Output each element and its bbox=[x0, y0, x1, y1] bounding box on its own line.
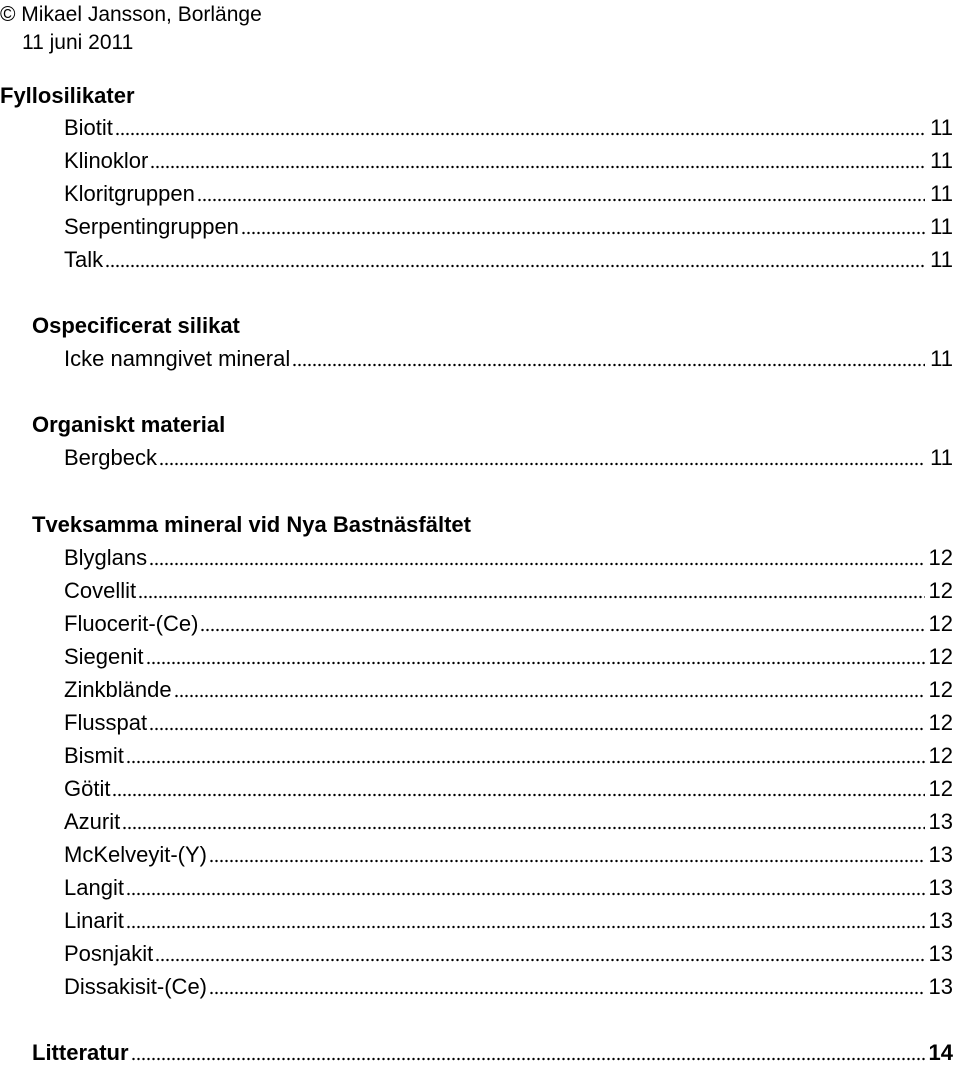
toc-entry[interactable] bbox=[64, 245, 953, 275]
entry-name: Fluocerit-(Ce) bbox=[64, 611, 199, 636]
toc-entry[interactable] bbox=[64, 146, 953, 176]
toc-entry[interactable] bbox=[64, 906, 953, 936]
section-heading: Organiskt material bbox=[32, 412, 226, 437]
entry-page: 12 bbox=[928, 677, 953, 702]
toc-entry[interactable] bbox=[64, 179, 953, 209]
dot-leader bbox=[146, 643, 925, 665]
entry-page: 11 bbox=[930, 445, 953, 470]
dot-leader bbox=[197, 180, 925, 202]
entry-page: 11 bbox=[930, 214, 953, 239]
toc-entry[interactable] bbox=[64, 344, 953, 374]
toc-entry[interactable] bbox=[64, 212, 953, 242]
entry-name: Bismit bbox=[64, 743, 124, 768]
entry-page: 13 bbox=[928, 941, 953, 966]
toc-entry[interactable] bbox=[64, 543, 953, 573]
dot-leader bbox=[200, 610, 925, 632]
toc-entry[interactable] bbox=[64, 774, 953, 804]
dot-leader bbox=[112, 775, 925, 797]
entry-page: 13 bbox=[928, 842, 953, 867]
entry-page: 12 bbox=[928, 578, 953, 603]
entry-name: Icke namngivet mineral bbox=[64, 346, 291, 371]
entry-page: 13 bbox=[928, 809, 953, 834]
entry-page: 12 bbox=[928, 776, 953, 801]
entry-name: Bergbeck bbox=[64, 445, 157, 470]
header-author: © Mikael Jansson, Borlänge bbox=[0, 3, 262, 26]
toc-entry[interactable] bbox=[64, 873, 953, 903]
dot-leader bbox=[209, 841, 925, 863]
dot-leader bbox=[126, 874, 925, 896]
entry-page: 12 bbox=[928, 710, 953, 735]
dot-leader bbox=[149, 544, 925, 566]
entry-page: 12 bbox=[928, 611, 953, 636]
entry-name: Covellit bbox=[64, 578, 137, 603]
toc-entry[interactable] bbox=[64, 113, 953, 143]
dot-leader bbox=[105, 246, 925, 268]
entry-name: Langit bbox=[64, 875, 124, 900]
entry-name: Blyglans bbox=[64, 545, 148, 570]
dot-leader bbox=[131, 1039, 925, 1061]
entry-name: Zinkblände bbox=[64, 677, 172, 702]
entry-name: Litteratur bbox=[32, 1040, 129, 1065]
toc-entry[interactable] bbox=[64, 972, 953, 1002]
entry-page: 13 bbox=[928, 974, 953, 999]
dot-leader bbox=[126, 742, 925, 764]
toc-entry[interactable] bbox=[64, 609, 953, 639]
entry-name: McKelveyit-(Y) bbox=[64, 842, 208, 867]
entry-page: 13 bbox=[928, 908, 953, 933]
header-date: 11 juni 2011 bbox=[22, 31, 134, 54]
entry-name: Azurit bbox=[64, 809, 121, 834]
entry-name: Serpentingruppen bbox=[64, 214, 239, 239]
toc-entry[interactable] bbox=[64, 807, 953, 837]
dot-leader bbox=[159, 444, 925, 466]
entry-name: Flusspat bbox=[64, 710, 148, 735]
entry-name: Kloritgruppen bbox=[64, 181, 195, 206]
toc-entry[interactable] bbox=[64, 939, 953, 969]
dot-leader bbox=[115, 114, 925, 136]
entry-page: 11 bbox=[930, 346, 953, 371]
entry-name: Talk bbox=[64, 247, 104, 272]
dot-leader bbox=[150, 147, 925, 169]
entry-name: Linarit bbox=[64, 908, 124, 933]
entry-page: 11 bbox=[930, 181, 953, 206]
toc-entry[interactable] bbox=[64, 741, 953, 771]
entry-name: Klinoklor bbox=[64, 148, 149, 173]
toc-entry[interactable] bbox=[64, 708, 953, 738]
entry-name: Dissakisit-(Ce) bbox=[64, 974, 207, 999]
entry-page: 11 bbox=[930, 247, 953, 272]
toc-entry[interactable] bbox=[64, 675, 953, 705]
entry-page: 12 bbox=[928, 545, 953, 570]
section-heading: Tveksamma mineral vid Nya Bastnäsfältet bbox=[32, 512, 471, 537]
dot-leader bbox=[122, 808, 925, 830]
entry-name: Biotit bbox=[64, 115, 113, 140]
dot-leader bbox=[155, 940, 925, 962]
section-heading: Ospecificerat silikat bbox=[32, 313, 240, 338]
toc-entry[interactable] bbox=[64, 443, 953, 473]
dot-leader bbox=[138, 577, 925, 599]
entry-name: Posnjakit bbox=[64, 941, 154, 966]
toc-entry[interactable] bbox=[64, 576, 953, 606]
entry-page: 14 bbox=[928, 1040, 953, 1065]
dot-leader bbox=[126, 907, 925, 929]
dot-leader bbox=[292, 345, 925, 367]
dot-leader bbox=[174, 676, 925, 698]
toc-entry[interactable] bbox=[64, 642, 953, 672]
dot-leader bbox=[209, 973, 925, 995]
entry-page: 12 bbox=[928, 644, 953, 669]
toc-entry[interactable] bbox=[64, 840, 953, 870]
entry-page: 11 bbox=[930, 115, 953, 140]
entry-name: Siegenit bbox=[64, 644, 144, 669]
section-heading: Fyllosilikater bbox=[0, 83, 135, 108]
dot-leader bbox=[149, 709, 925, 731]
toc-entry-litteratur[interactable] bbox=[32, 1038, 953, 1068]
entry-page: 13 bbox=[928, 875, 953, 900]
dot-leader bbox=[241, 213, 925, 235]
entry-name: Götit bbox=[64, 776, 111, 801]
entry-page: 11 bbox=[930, 148, 953, 173]
entry-page: 12 bbox=[928, 743, 953, 768]
